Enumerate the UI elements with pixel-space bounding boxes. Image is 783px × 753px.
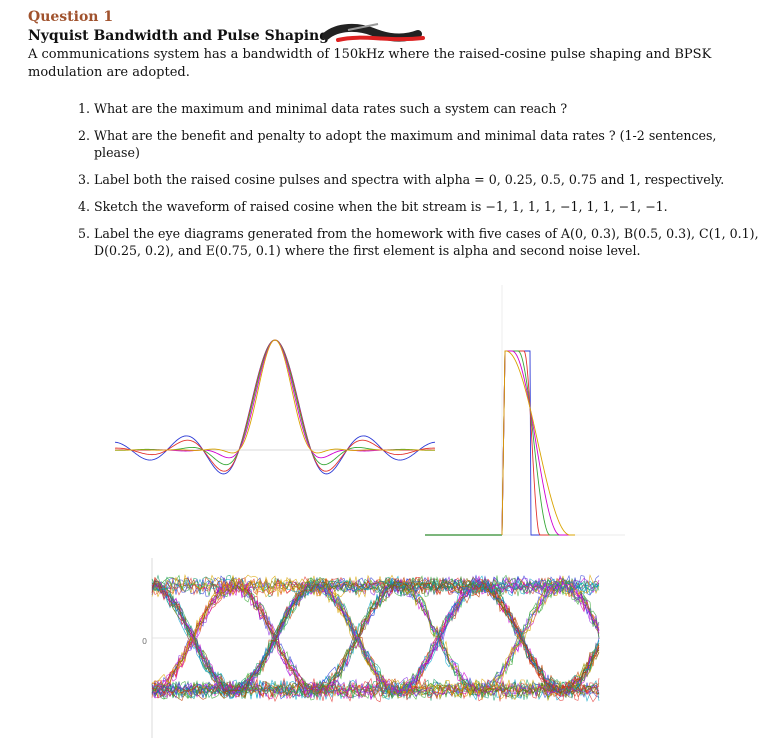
question-item-2: 2. What are the benefit and penalty to adopt the maximum and minimal data rates ? (1-2 sentences, please) [94,127,762,161]
spectrum-curve-2 [502,351,575,535]
eye-trace-36 [152,576,599,699]
eye-trace-0 [152,581,599,698]
raised-cosine-spectrum-plot [425,285,625,540]
raised-cosine-pulse-figure [115,325,435,485]
pulse-curve-3 [115,340,435,458]
spectrum-curve-3 [502,351,575,535]
raised-cosine-spectrum-figure [425,285,625,540]
question-item-5: 5. Label the eye diagrams generated from the homework with five cases of A(0, 0.3), B(0.5, 0.3), C(1, 0.1), D(0.25, 0.2), and E(0.75, 0.1) where the first element is alpha and second noise level. [94,225,762,259]
question-intro: A communications system has a bandwidth of 150kHz where the raised-cosine pulse shaping and BPSK modulation are adopted. [28,47,712,80]
spectrum-curve-1 [502,351,575,535]
eye-diagram-figure [140,558,600,738]
pulse-curve-2 [115,340,435,465]
question-list [72,100,762,269]
question-title: Nyquist Bandwidth and Pulse Shaping [28,28,330,44]
pulse-curve-0 [115,340,435,474]
pulse-curve-1 [115,340,435,471]
eye-axis-tick-label: 0 [142,637,148,646]
question-item-3: 3. Label both the raised cosine pulses and spectra with alpha = 0, 0.25, 0.5, 0.75 and 1, respectively. [94,171,762,188]
eye-diagram-plot [140,558,600,738]
question-item-1: 1. What are the maximum and minimal data rates such a system can reach ? [94,100,762,117]
raised-cosine-pulse-plot [115,325,435,485]
question-item-4: 4. Sketch the waveform of raised cosine when the bit stream is −1, 1, 1, 1, −1, 1, 1, −1, −1. [94,198,762,215]
redaction-scribble [318,22,428,48]
spectrum-curve-0 [502,351,575,535]
spectrum-curve-4 [502,351,575,535]
pulse-curve-4 [115,340,435,453]
question-label: Question 1 [28,9,114,25]
